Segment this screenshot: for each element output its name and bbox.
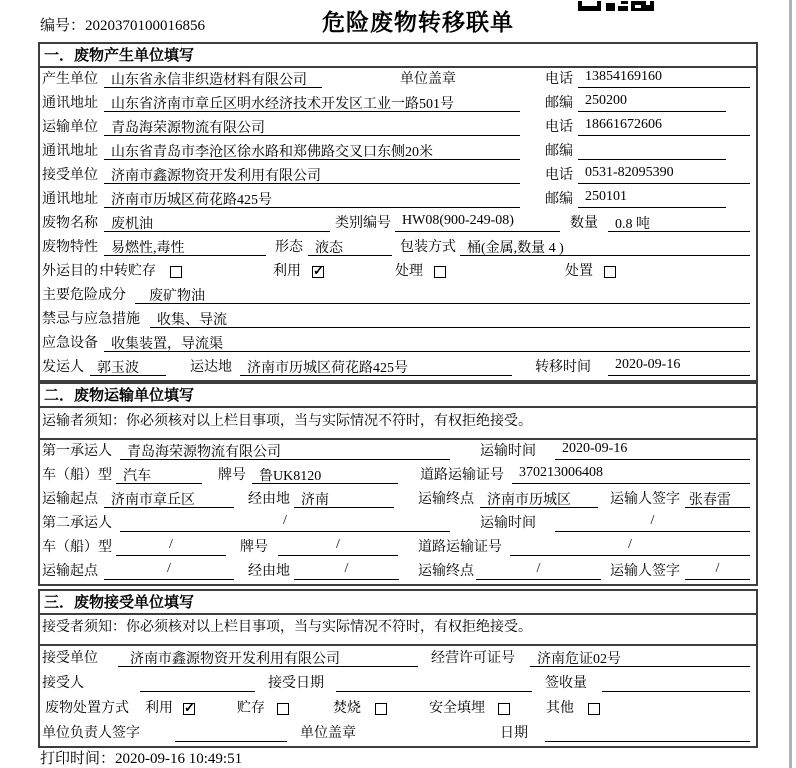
waste-form-value: 液态 (308, 237, 392, 256)
row-vehicle2 (40, 536, 756, 560)
transporter-notice-row (40, 408, 756, 440)
receiver-unit-value: 济南市鑫源物资开发利用有限公司 (104, 165, 520, 184)
disposal-other-label: 其他 (546, 701, 574, 716)
waste-traits-value: 易燃性,毒性 (104, 237, 266, 256)
plate1-value: 鲁UK8120 (252, 465, 398, 484)
origin2-value: / (104, 561, 234, 580)
transporter-zip-value (578, 141, 726, 160)
row-responsible-signature (40, 721, 756, 746)
purpose-transfer-storage-label: 中转贮存 (100, 264, 156, 279)
document-number-value: 2020370100016856 (85, 18, 206, 34)
row-route2 (40, 560, 756, 584)
section1-title: 一．废物产生单位填写 (40, 44, 756, 68)
transport-time1-label: 运输时间 (480, 444, 536, 459)
waste-name-value: 废机油 (104, 213, 330, 232)
waste-traits-label: 废物特性 (42, 240, 98, 255)
hazard-label: 主要危险成分 (42, 288, 126, 303)
second-carrier-value: / (120, 513, 450, 532)
vehicle1-type-label: 车（船）型 (42, 468, 112, 483)
disposal-utilize-checkbox (183, 703, 195, 715)
date-label: 日期 (500, 726, 528, 741)
waste-name-label: 废物名称 (42, 216, 98, 231)
waste-quantity-value: 0.8 吨 (608, 213, 750, 232)
generator-phone-label: 电话 (545, 72, 573, 87)
generator-unit-label: 产生单位 (42, 72, 98, 87)
via2-value: / (294, 561, 399, 580)
print-time-value: 2020-09-16 10:49:51 (115, 751, 243, 767)
page-edge-divider (789, 0, 792, 768)
unit-seal-label: 单位盖章 (400, 72, 456, 87)
plate1-label: 牌号 (218, 468, 246, 483)
transporter-phone-value: 18661672606 (578, 117, 750, 136)
receiver-address-label: 通讯地址 (42, 192, 98, 207)
row-emergency-equipment (40, 332, 756, 356)
unit-seal2-label: 单位盖章 (300, 726, 356, 741)
receiver-notice-text: 接受者须知：你必须核对以上栏目事项，当与实际情况不符时，有权拒绝接受。 (42, 620, 532, 635)
destination-label: 运达地 (190, 360, 232, 375)
terminus1-value: 济南市历城区 (480, 489, 598, 508)
transporter-sig2-label: 运输人签字 (610, 564, 680, 579)
row-waste-traits (40, 236, 756, 260)
transfer-time-label: 转移时间 (535, 360, 591, 375)
row-first-carrier (40, 440, 756, 464)
section3-title: 三．废物接受单位填写 (40, 591, 756, 615)
via1-value: 济南 (294, 489, 394, 508)
disposal-landfill-label: 安全填埋 (429, 701, 485, 716)
purpose-label: 外运目的： (42, 264, 112, 279)
purpose-treat-label: 处理 (395, 264, 423, 279)
transporter-zip-label: 邮编 (545, 144, 573, 159)
transporter-notice-text: 运输者须知：你必须核对以上栏目事项，当与实际情况不符时，有权拒绝接受。 (42, 414, 532, 429)
disposal-storage-label: 贮存 (237, 701, 265, 716)
transporter-address-label: 通讯地址 (42, 144, 98, 159)
row-shipper (40, 356, 756, 380)
waste-category-label: 类别编号 (335, 216, 391, 231)
transfer-time-value: 2020-09-16 (608, 357, 750, 376)
row-generator-unit (40, 68, 756, 92)
qr-code-icon (578, 0, 654, 16)
transport-time2-value: / (555, 513, 750, 532)
purpose-treat-checkbox (434, 266, 446, 278)
via1-label: 经由地 (248, 492, 290, 507)
terminus1-label: 运输终点 (418, 492, 474, 507)
road-permit1-value: 370213006408 (512, 465, 750, 484)
road-permit1-label: 道路运输证号 (420, 468, 504, 483)
receiver-notice-row (40, 615, 756, 646)
generator-unit-value: 山东省永信非织造材料有限公司 (104, 69, 322, 88)
purpose-dispose-label: 处置 (565, 264, 593, 279)
print-time (40, 747, 242, 768)
packaging-label: 包装方式 (400, 240, 456, 255)
section-generator (38, 42, 758, 382)
receipt-date-label: 接受日期 (268, 676, 324, 691)
transporter-sig1-value: 张春雷 (685, 489, 750, 508)
purpose-utilize-label: 利用 (273, 264, 301, 279)
disposal-storage-checkbox (277, 703, 289, 715)
disposal-utilize-label: 利用 (145, 701, 173, 716)
receiver-person-label: 接受人 (42, 676, 84, 691)
receiver-phone-value: 0531-82095390 (578, 165, 750, 184)
receiver-phone-label: 电话 (545, 168, 573, 183)
second-carrier-label: 第二承运人 (42, 516, 112, 531)
disposal-landfill-checkbox (498, 703, 510, 715)
document-header (0, 0, 796, 42)
receiver-person-value (140, 673, 255, 692)
row-transporter-unit (40, 116, 756, 140)
transporter-phone-label: 电话 (545, 120, 573, 135)
page-title: 危险废物转移联单 (322, 10, 514, 35)
print-time-row (0, 748, 796, 768)
terminus2-value: / (476, 561, 601, 580)
origin1-value: 济南市章丘区 (104, 489, 234, 508)
waste-category-value: HW08(900-249-08) (395, 213, 560, 232)
vehicle1-type-value: 汽车 (116, 465, 202, 484)
row-emergency-measures (40, 308, 756, 332)
waste-form-label: 形态 (275, 240, 303, 255)
transporter-sig2-value: / (685, 561, 750, 580)
emergency-equipment-value: 收集装置，导流渠 (104, 333, 750, 352)
shipper-value: 郭玉波 (90, 357, 166, 376)
via2-label: 经由地 (248, 564, 290, 579)
shipper-label: 发运人 (42, 360, 84, 375)
receiving-unit-label: 接受单位 (42, 651, 98, 666)
row-receiver-unit (40, 164, 756, 188)
origin2-label: 运输起点 (42, 564, 98, 579)
document-number-label: 编号： (40, 18, 86, 34)
date-value (545, 723, 750, 742)
road-permit2-value: / (510, 537, 750, 556)
row-generator-address (40, 92, 756, 116)
plate2-label: 牌号 (240, 540, 268, 555)
disposal-incinerate-checkbox (375, 703, 387, 715)
emergency-measures-value: 收集、导流 (150, 309, 750, 328)
generator-zip-value: 250200 (578, 93, 726, 112)
hazard-value: 废矿物油 (135, 285, 750, 304)
row-vehicle1 (40, 464, 756, 488)
receiver-unit-label: 接受单位 (42, 168, 98, 183)
license-value: 济南危证02号 (530, 648, 750, 667)
transporter-sig1-label: 运输人签字 (610, 492, 680, 507)
purpose-dispose-checkbox (604, 266, 616, 278)
signed-quantity-value (602, 673, 750, 692)
row-receiver-address (40, 188, 756, 212)
destination-value: 济南市历城区荷花路425号 (240, 357, 512, 376)
origin1-label: 运输起点 (42, 492, 98, 507)
plate2-value: / (278, 537, 398, 556)
row-second-carrier (40, 512, 756, 536)
generator-zip-label: 邮编 (545, 96, 573, 111)
receiver-zip-value: 250101 (578, 189, 726, 208)
responsible-signature-label: 单位负责人签字 (42, 726, 140, 741)
section2-title: 二．废物运输单位填写 (40, 384, 756, 408)
terminus2-label: 运输终点 (418, 564, 474, 579)
generator-address-label: 通讯地址 (42, 96, 98, 111)
waste-quantity-label: 数量 (570, 216, 598, 231)
signed-quantity-label: 签收量 (545, 676, 587, 691)
vehicle2-type-value: / (116, 537, 226, 556)
row-transporter-address (40, 140, 756, 164)
disposal-incinerate-label: 焚烧 (333, 701, 361, 716)
disposal-method-label: 废物处置方式 (45, 701, 129, 716)
responsible-signature-value (175, 723, 287, 742)
transporter-address-value: 山东省青岛市李沧区徐水路和郑佛路交叉口东侧20米 (104, 141, 520, 160)
row-route1 (40, 488, 756, 512)
section-receiver (38, 589, 758, 748)
section-transporter (38, 382, 758, 586)
disposal-other-checkbox (588, 703, 600, 715)
receiving-unit-value: 济南市鑫源物资开发利用有限公司 (118, 648, 418, 667)
receipt-date-value (336, 673, 532, 692)
emergency-measures-label: 禁忌与应急措施 (42, 312, 140, 327)
vehicle2-type-label: 车（船）型 (42, 540, 112, 555)
document-number (40, 14, 205, 35)
emergency-equipment-label: 应急设备 (42, 336, 98, 351)
row-waste-name (40, 212, 756, 236)
row-hazard-components (40, 284, 756, 308)
row-transport-purpose (40, 260, 756, 284)
packaging-value: 桶(金属,数量 4 ) (460, 237, 750, 256)
license-label: 经营许可证号 (431, 651, 515, 666)
transport-time1-value: 2020-09-16 (555, 441, 750, 460)
road-permit2-label: 道路运输证号 (418, 540, 502, 555)
receiver-zip-label: 邮编 (545, 192, 573, 207)
first-carrier-value: 青岛海荣源物流有限公司 (120, 441, 450, 460)
first-carrier-label: 第一承运人 (42, 444, 112, 459)
transport-time2-label: 运输时间 (480, 516, 536, 531)
generator-phone-value: 13854169160 (578, 69, 750, 88)
row-disposal-method (40, 696, 756, 721)
receiver-address-value: 济南市历城区荷花路425号 (104, 189, 520, 208)
row-receiver-person (40, 671, 756, 696)
purpose-transfer-storage-checkbox (170, 266, 182, 278)
transporter-unit-value: 青岛海荣源物流有限公司 (104, 117, 520, 136)
generator-address-value: 山东省济南市章丘区明水经济技术开发区工业一路501号 (104, 93, 520, 112)
purpose-utilize-checkbox (312, 266, 324, 278)
transporter-unit-label: 运输单位 (42, 120, 98, 135)
row-receiving-unit (40, 646, 756, 671)
print-time-label: 打印时间： (40, 751, 116, 767)
